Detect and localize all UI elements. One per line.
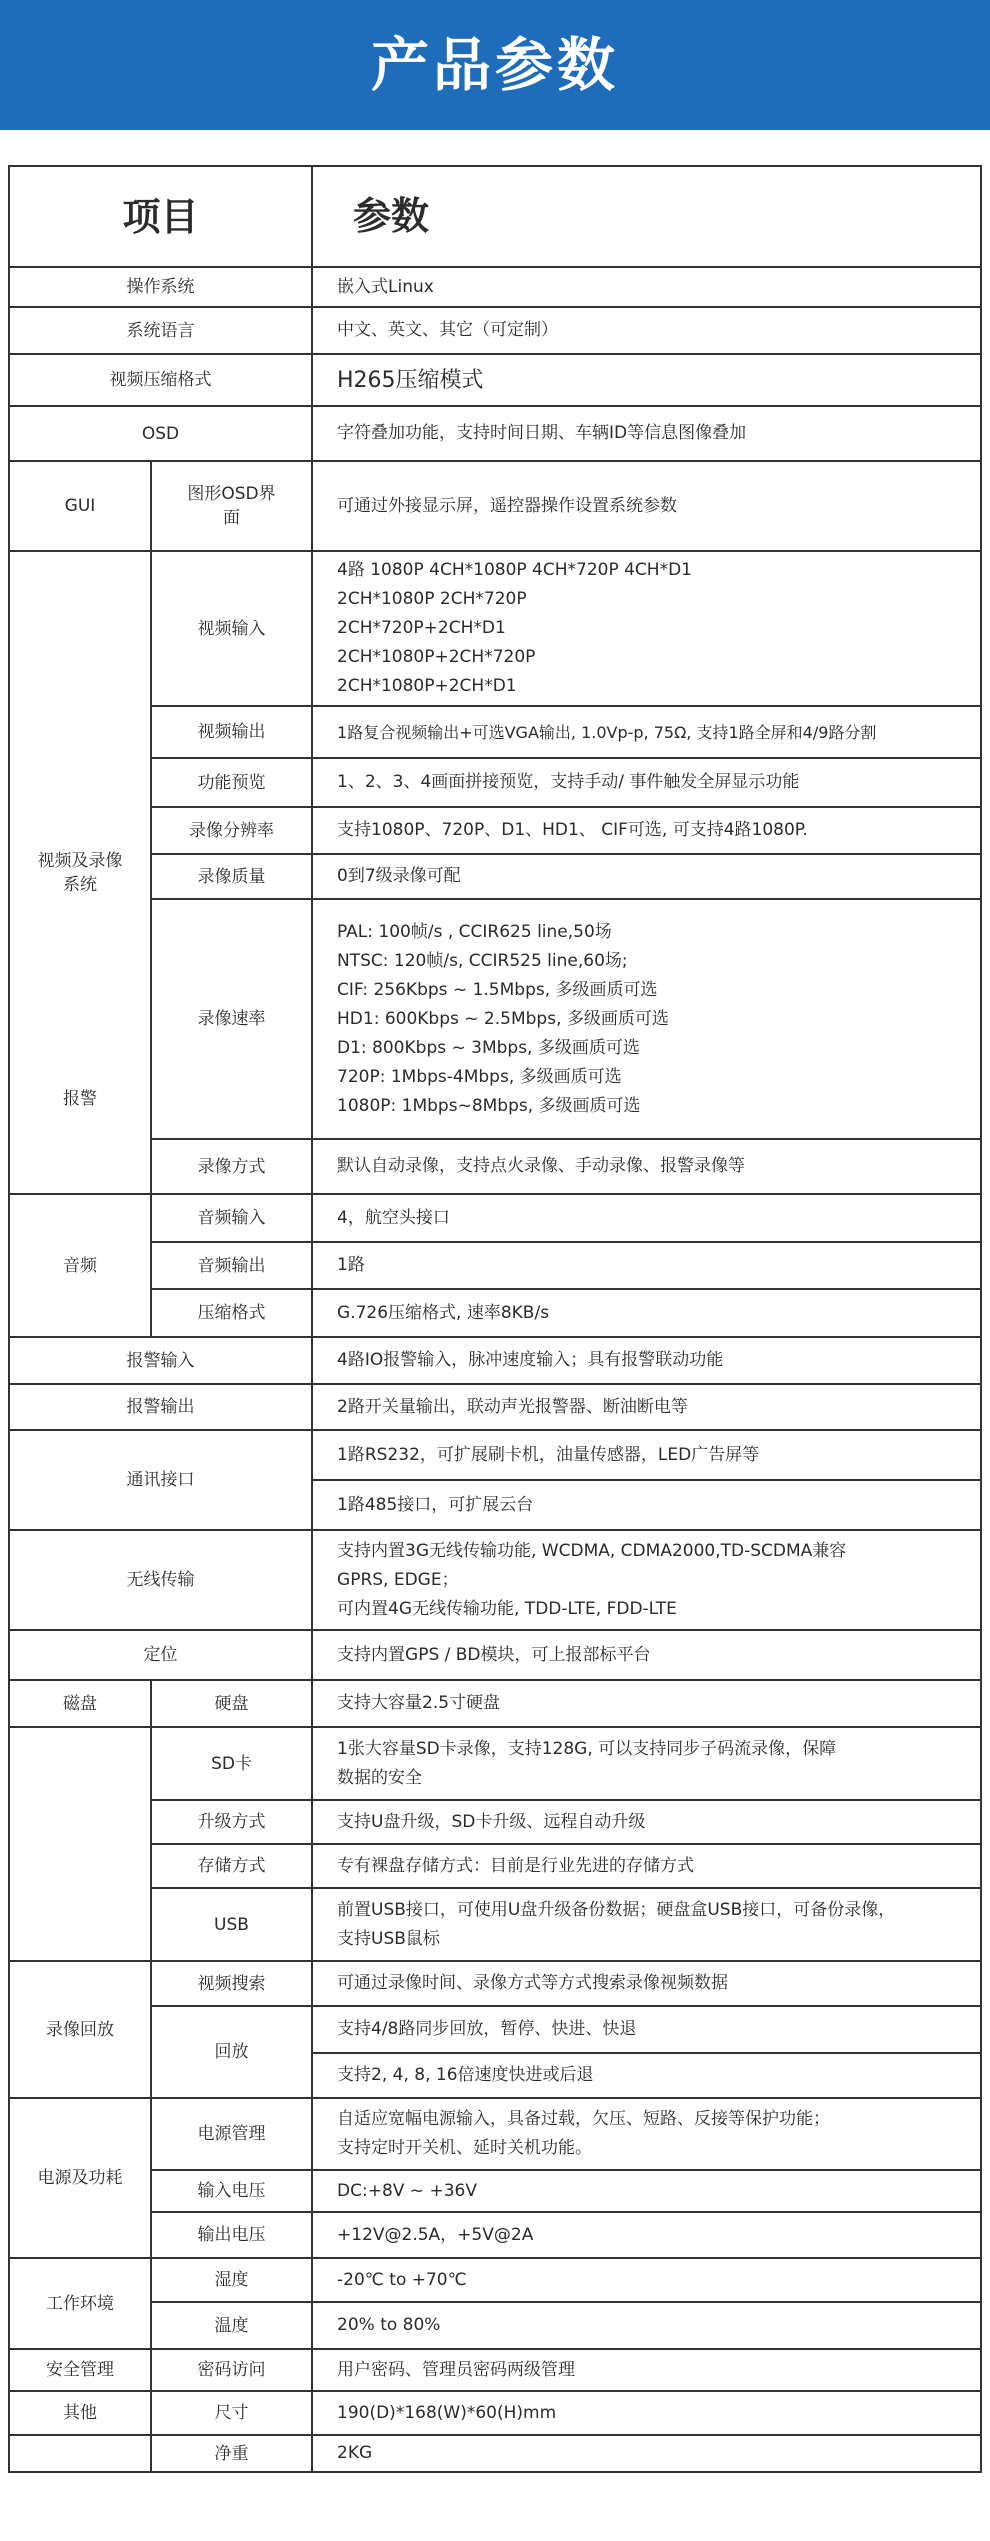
row-value [312, 899, 981, 1139]
row-label: 存储方式 [151, 1844, 312, 1888]
row-sublabel [151, 461, 312, 551]
row-sublabel: 尺寸 [151, 2391, 312, 2435]
header-param: 参数 [312, 166, 981, 267]
table-row [9, 807, 981, 854]
table-row [9, 758, 981, 807]
value-line: 2CH*1080P+2CH*720P [337, 647, 536, 667]
value-line: 数据的安全 [337, 1767, 423, 1788]
row-value: 中文、英文、其它（可定制） [312, 307, 981, 354]
video-system-label: 视频及录像系统 [37, 850, 123, 895]
row-value: 支持1080P、720P、D1、HD1、 CIF可选, 可支持4路1080P. [312, 807, 981, 854]
audio-label: 音频 [9, 1194, 151, 1337]
row-label: 视频压缩格式 [9, 354, 312, 406]
row-value: 可通过外接显示屏，遥控器操作设置系统参数 [312, 461, 981, 551]
table-row [9, 854, 981, 899]
row-sublabel: 密码访问 [151, 2349, 312, 2391]
table-row [9, 354, 981, 406]
value-line: PAL: 100帧/s , CCIR625 line,50场 [337, 921, 612, 942]
storage-group [9, 1727, 151, 1961]
row-value: DC:+8V ~ +36V [312, 2170, 981, 2212]
value-line: D1: 800Kbps ~ 3Mbps, 多级画质可选 [337, 1037, 640, 1058]
table-row [9, 2098, 981, 2170]
table-row [9, 1139, 981, 1194]
alarm-sub-label: 报警 [63, 1089, 97, 1109]
value-line: 支持内置3G无线传输功能, WCDMA, CDMA2000,TD-SCDMA兼容 [337, 1540, 847, 1561]
table-row [9, 2302, 981, 2349]
row-value: 20% to 80% [312, 2302, 981, 2349]
row-label: 报警输入 [9, 1337, 312, 1384]
table-row [9, 1680, 981, 1727]
table-row [9, 461, 981, 551]
row-value: 可通过录像时间、录像方式等方式搜索录像视频数据 [312, 1961, 981, 2006]
row-value: 支持2, 4, 8, 16倍速度快进或后退 [312, 2053, 981, 2098]
row-label: 视频搜索 [151, 1961, 312, 2006]
table-row [9, 406, 981, 461]
row-value: G.726压缩格式, 速率8KB/s [312, 1289, 981, 1337]
table-row [9, 2435, 981, 2472]
value-line: 2CH*1080P+2CH*D1 [337, 676, 517, 696]
row-value [312, 551, 981, 706]
row-label: 压缩格式 [151, 1289, 312, 1337]
row-value [312, 2098, 981, 2170]
table-row [9, 2391, 981, 2435]
row-value: 默认自动录像，支持点火录像、手动录像、报警录像等 [312, 1139, 981, 1194]
table-row [9, 1727, 981, 1800]
table-row [9, 1430, 981, 1480]
row-label: 功能预览 [151, 758, 312, 807]
table-row [9, 1800, 981, 1844]
row-value: 支持4/8路同步回放，暂停、快进、快退 [312, 2006, 981, 2053]
row-sublabel: 硬盘 [151, 1680, 312, 1727]
row-value [312, 1727, 981, 1800]
row-value: 支持U盘升级，SD卡升级、远程自动升级 [312, 1800, 981, 1844]
row-label: SD卡 [151, 1727, 312, 1800]
row-label: 录像方式 [151, 1139, 312, 1194]
table-row [9, 2170, 981, 2212]
row-value: 支持大容量2.5寸硬盘 [312, 1680, 981, 1727]
table-row [9, 551, 981, 706]
table-row [9, 1194, 981, 1242]
row-label: 操作系统 [9, 267, 312, 307]
row-value: 1、2、3、4画面拼接预览，支持手动/ 事件触发全屏显示功能 [312, 758, 981, 807]
row-label: 升级方式 [151, 1800, 312, 1844]
row-label: GUI [9, 461, 151, 551]
row-label: 录像速率 [151, 899, 312, 1139]
gui-sub-label: 图形OSD界面 [187, 484, 276, 528]
value-line: 支持定时开关机、延时关机功能。 [337, 2138, 593, 2158]
table-row [9, 2212, 981, 2258]
row-value: H265压缩模式 [312, 354, 981, 406]
table-row [9, 899, 981, 1139]
row-label: 其他 [9, 2391, 151, 2435]
value-line: 1张大容量SD卡录像，支持128G, 可以支持同步子码流录像，保障 [337, 1738, 837, 1759]
row-label: 定位 [9, 1630, 312, 1680]
table-row [9, 1289, 981, 1337]
row-label: 音频输入 [151, 1194, 312, 1242]
table-row [9, 2258, 981, 2302]
row-label: 系统语言 [9, 307, 312, 354]
power-label: 电源及功耗 [9, 2098, 151, 2258]
playback-label: 录像回放 [9, 1961, 151, 2098]
value-line: HD1: 600Kbps ~ 2.5Mbps, 多级画质可选 [337, 1008, 669, 1029]
value-line: 1080P: 1Mbps~8Mbps, 多级画质可选 [337, 1095, 641, 1116]
value-line: 4路 1080P 4CH*1080P 4CH*720P 4CH*D1 [337, 560, 692, 580]
header-banner [0, 0, 990, 130]
value-line: 可内置4G无线传输功能, TDD-LTE, FDD-LTE [337, 1598, 677, 1619]
row-label: 温度 [151, 2302, 312, 2349]
row-label: USB [151, 1888, 312, 1961]
row-value: 专有裸盘存储方式：目前是行业先进的存储方式 [312, 1844, 981, 1888]
table-row [9, 1961, 981, 2006]
row-value: 支持内置GPS / BD模块，可上报部标平台 [312, 1630, 981, 1680]
table-row [9, 1242, 981, 1289]
row-label: 报警输出 [9, 1384, 312, 1430]
row-label: 输入电压 [151, 2170, 312, 2212]
row-value: 用户密码、管理员密码两级管理 [312, 2349, 981, 2391]
row-label-empty [9, 2435, 151, 2472]
value-line: 自适应宽幅电源输入，具备过载，欠压、短路、反接等保护功能； [337, 2109, 831, 2129]
row-label: 输出电压 [151, 2212, 312, 2258]
table-header-row [9, 166, 981, 267]
table-row [9, 1337, 981, 1384]
row-label: OSD [9, 406, 312, 461]
value-line: 2CH*720P+2CH*D1 [337, 618, 506, 638]
banner-title: 产品参数 [370, 31, 619, 99]
row-value: 嵌入式Linux [312, 267, 981, 307]
row-value: 字符叠加功能，支持时间日期、车辆ID等信息图像叠加 [312, 406, 981, 461]
environment-label: 工作环境 [9, 2258, 151, 2349]
row-label: 录像分辨率 [151, 807, 312, 854]
header-item: 项目 [9, 166, 312, 267]
row-value: 1路复合视频输出+可选VGA输出, 1.0Vp-p, 75Ω, 支持1路全屏和4/9路分割 [312, 706, 981, 758]
row-value: 4路IO报警输入，脉冲速度输入；具有报警联动功能 [312, 1337, 981, 1384]
row-value: +12V@2.5A，+5V@2A [312, 2212, 981, 2258]
row-label: 通讯接口 [9, 1430, 312, 1530]
row-label: 电源管理 [151, 2098, 312, 2170]
row-value [312, 1530, 981, 1630]
row-value: 1路RS232，可扩展刷卡机，油量传感器，LED广告屏等 [312, 1430, 981, 1480]
table-row [9, 1530, 981, 1630]
value-line: 前置USB接口，可使用U盘升级备份数据；硬盘盒USB接口，可备份录像， [337, 1899, 896, 1920]
row-value: 0到7级录像可配 [312, 854, 981, 899]
row-label: 视频输出 [151, 706, 312, 758]
value-line: 支持USB鼠标 [337, 1928, 440, 1949]
row-label: 录像质量 [151, 854, 312, 899]
table-row [9, 706, 981, 758]
table-row [9, 267, 981, 307]
row-value: 4，航空头接口 [312, 1194, 981, 1242]
table-row [9, 2349, 981, 2391]
row-label: 湿度 [151, 2258, 312, 2302]
row-label: 安全管理 [9, 2349, 151, 2391]
table-row [9, 2006, 981, 2053]
value-line: 2CH*1080P 2CH*720P [337, 589, 527, 609]
row-value: -20℃ to +70℃ [312, 2258, 981, 2302]
row-value: 1路485接口，可扩展云台 [312, 1480, 981, 1530]
value-line: NTSC: 120帧/s, CCIR525 line,60场; [337, 950, 628, 971]
row-label: 回放 [151, 2006, 312, 2098]
row-value: 2路开关量输出，联动声光报警器、断油断电等 [312, 1384, 981, 1430]
value-line: 720P: 1Mbps-4Mbps, 多级画质可选 [337, 1066, 622, 1087]
row-sublabel: 净重 [151, 2435, 312, 2472]
row-label: 音频输出 [151, 1242, 312, 1289]
spec-table [8, 165, 982, 2473]
video-system-group [9, 551, 151, 1194]
value-line: GPRS, EDGE； [337, 1569, 459, 1590]
row-value [312, 1888, 981, 1961]
row-label: 无线传输 [9, 1530, 312, 1630]
table-row [9, 1888, 981, 1961]
row-label: 视频输入 [151, 551, 312, 706]
table-row [9, 1844, 981, 1888]
row-label: 磁盘 [9, 1680, 151, 1727]
table-row [9, 307, 981, 354]
table-row [9, 1630, 981, 1680]
value-line: CIF: 256Kbps ~ 1.5Mbps, 多级画质可选 [337, 979, 658, 1000]
table-row [9, 1384, 981, 1430]
row-value: 190(D)*168(W)*60(H)mm [312, 2391, 981, 2435]
row-value: 1路 [312, 1242, 981, 1289]
row-value: 2KG [312, 2435, 981, 2472]
